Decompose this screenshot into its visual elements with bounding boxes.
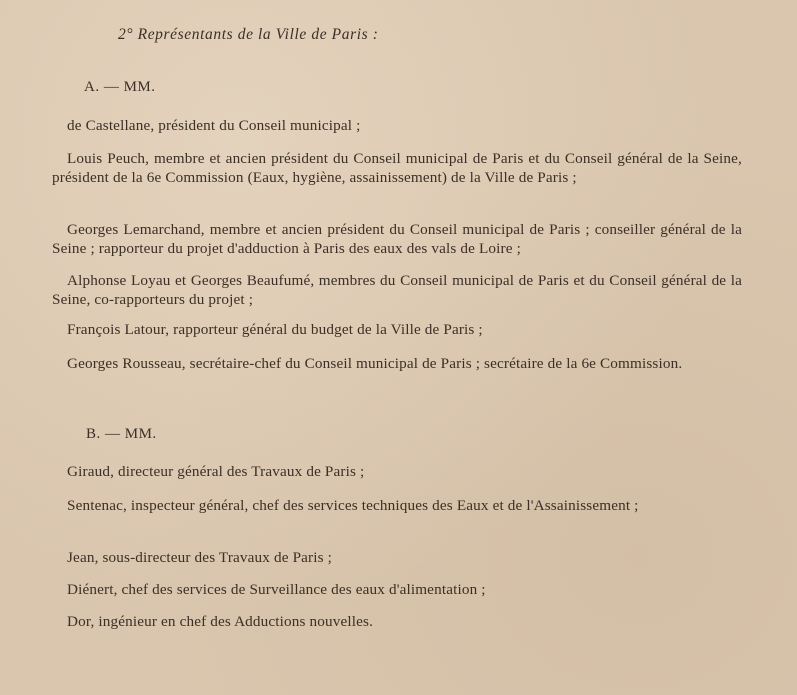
entry-a-1 bbox=[52, 116, 742, 135]
entry-text: Georges Rousseau, secrétaire-chef du Conseil municipal de Paris ; secrétaire de la 6e Commission. bbox=[67, 355, 683, 372]
entry-b-4 bbox=[52, 580, 742, 599]
entry-text: de Castellane, président du Conseil municipal ; bbox=[67, 117, 361, 134]
entry-text: Sentenac, inspecteur général, chef des services techniques des Eaux et de l'Assainissement ; bbox=[67, 497, 639, 514]
section-b-label: B. — MM. bbox=[86, 426, 157, 442]
entry-text: Diénert, chef des services de Surveillance des eaux d'alimentation ; bbox=[67, 581, 486, 598]
entry-a-5 bbox=[52, 320, 742, 339]
entry-b-2 bbox=[52, 496, 742, 515]
entry-text: François Latour, rapporteur général du budget de la Ville de Paris ; bbox=[67, 321, 483, 338]
entry-a-4 bbox=[52, 271, 742, 309]
entry-text: Alphonse Loyau et Georges Beaufumé, membres du Conseil municipal de Paris et du Conseil général de la Seine, co-rapporteurs du projet ; bbox=[52, 272, 742, 308]
section-heading: 2° Représentants de la Ville de Paris : bbox=[118, 26, 379, 43]
entry-text: Jean, sous-directeur des Travaux de Paris ; bbox=[67, 549, 333, 566]
entry-text: Georges Lemarchand, membre et ancien président du Conseil municipal de Paris ; conseiller général de la Seine ; rapporteur du projet d'adduction à Paris des eaux des vals de Loire ; bbox=[52, 221, 742, 257]
entry-text: Dor, ingénieur en chef des Adductions nouvelles. bbox=[67, 613, 374, 630]
entry-text: Louis Peuch, membre et ancien président du Conseil municipal de Paris et du Conseil général de la Seine, président de la 6e Commission (Eaux, hygiène, assainissement) de la Ville de Paris ; bbox=[52, 150, 742, 186]
entry-a-3 bbox=[52, 220, 742, 258]
entry-b-3 bbox=[52, 548, 742, 567]
entry-a-2 bbox=[52, 149, 742, 187]
section-a-label: A. — MM. bbox=[84, 79, 156, 95]
entry-text: Giraud, directeur général des Travaux de Paris ; bbox=[67, 463, 365, 480]
entry-a-6 bbox=[52, 354, 742, 373]
entry-b-1 bbox=[52, 462, 742, 481]
entry-b-5 bbox=[52, 612, 742, 631]
